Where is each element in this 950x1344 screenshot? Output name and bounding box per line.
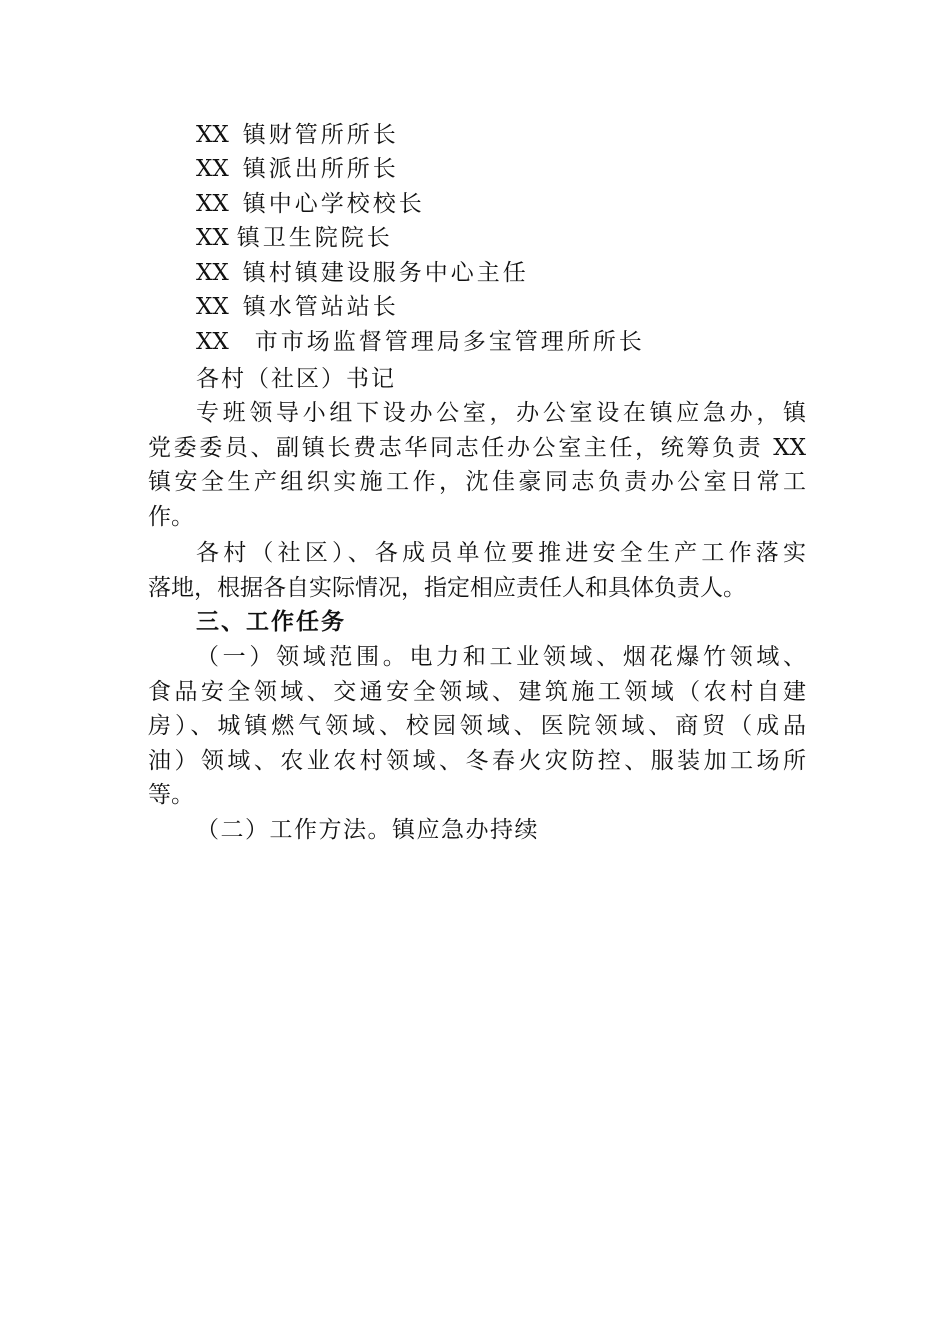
- method-line: （二）工作方法。镇应急办持续: [196, 817, 539, 843]
- member-code: XX: [196, 225, 229, 251]
- section-heading: 三、工作任务: [196, 608, 346, 635]
- member-title: 镇水管站站长: [242, 294, 399, 320]
- member-title: 镇中心学校校长: [242, 191, 425, 217]
- paragraph-line: 房）、城镇燃气领域、校园领域、医院领域、商贸（成品: [148, 713, 806, 739]
- paragraph-line: 专班领导小组下设办公室，办公室设在镇应急办，镇: [196, 400, 806, 426]
- scope-paragraph: [148, 640, 806, 813]
- paragraph-line: 镇安全生产组织实施工作，沈佳豪同志负责办公室日常工: [148, 469, 806, 495]
- member-title: 镇村镇建设服务中心主任: [242, 260, 529, 286]
- member-code: XX: [196, 260, 229, 286]
- member-code: XX: [196, 191, 229, 217]
- paragraph-line: 作。: [148, 503, 194, 530]
- member-title: 镇财管所所长: [242, 122, 399, 148]
- member-title: 市市场监督管理局多宝管理所所长: [254, 329, 645, 355]
- office-paragraph: [148, 396, 806, 534]
- paragraph-line: 党委委员、副镇长费志华同志任办公室主任，统筹负责 XX: [148, 434, 806, 461]
- member-line-police: [196, 152, 399, 186]
- paragraph-line: 油）领域、农业农村领域、冬春火灾防控、服装加工场所: [148, 747, 806, 774]
- member-code: XX: [196, 122, 229, 148]
- village-secretary-line: 各村（社区）书记: [196, 366, 396, 392]
- member-code: XX: [196, 294, 229, 320]
- member-line-construction: [196, 256, 529, 290]
- paragraph-line: 各村（社区）、各成员单位要推进安全生产工作落实: [196, 540, 806, 566]
- member-line-market: [196, 325, 645, 359]
- member-title: 镇卫生院院长: [236, 225, 393, 251]
- member-line-water: [196, 290, 399, 324]
- member-line-hospital: [196, 221, 393, 255]
- member-code: XX: [196, 329, 229, 355]
- paragraph-line: 落地，根据各自实际情况，指定相应责任人和具体负责人。: [148, 574, 746, 601]
- member-title: 镇派出所所长: [242, 156, 399, 182]
- member-line-school: [196, 187, 425, 221]
- paragraph-line: 食品安全领域、交通安全领域、建筑施工领域（农村自建: [148, 678, 806, 705]
- paragraph-line: （一）领域范围。电力和工业领域、烟花爆竹领域、: [196, 644, 806, 670]
- implement-paragraph: [148, 536, 806, 605]
- member-line-finance: [196, 118, 399, 152]
- paragraph-line: 等。: [148, 782, 194, 808]
- member-code: XX: [196, 156, 229, 182]
